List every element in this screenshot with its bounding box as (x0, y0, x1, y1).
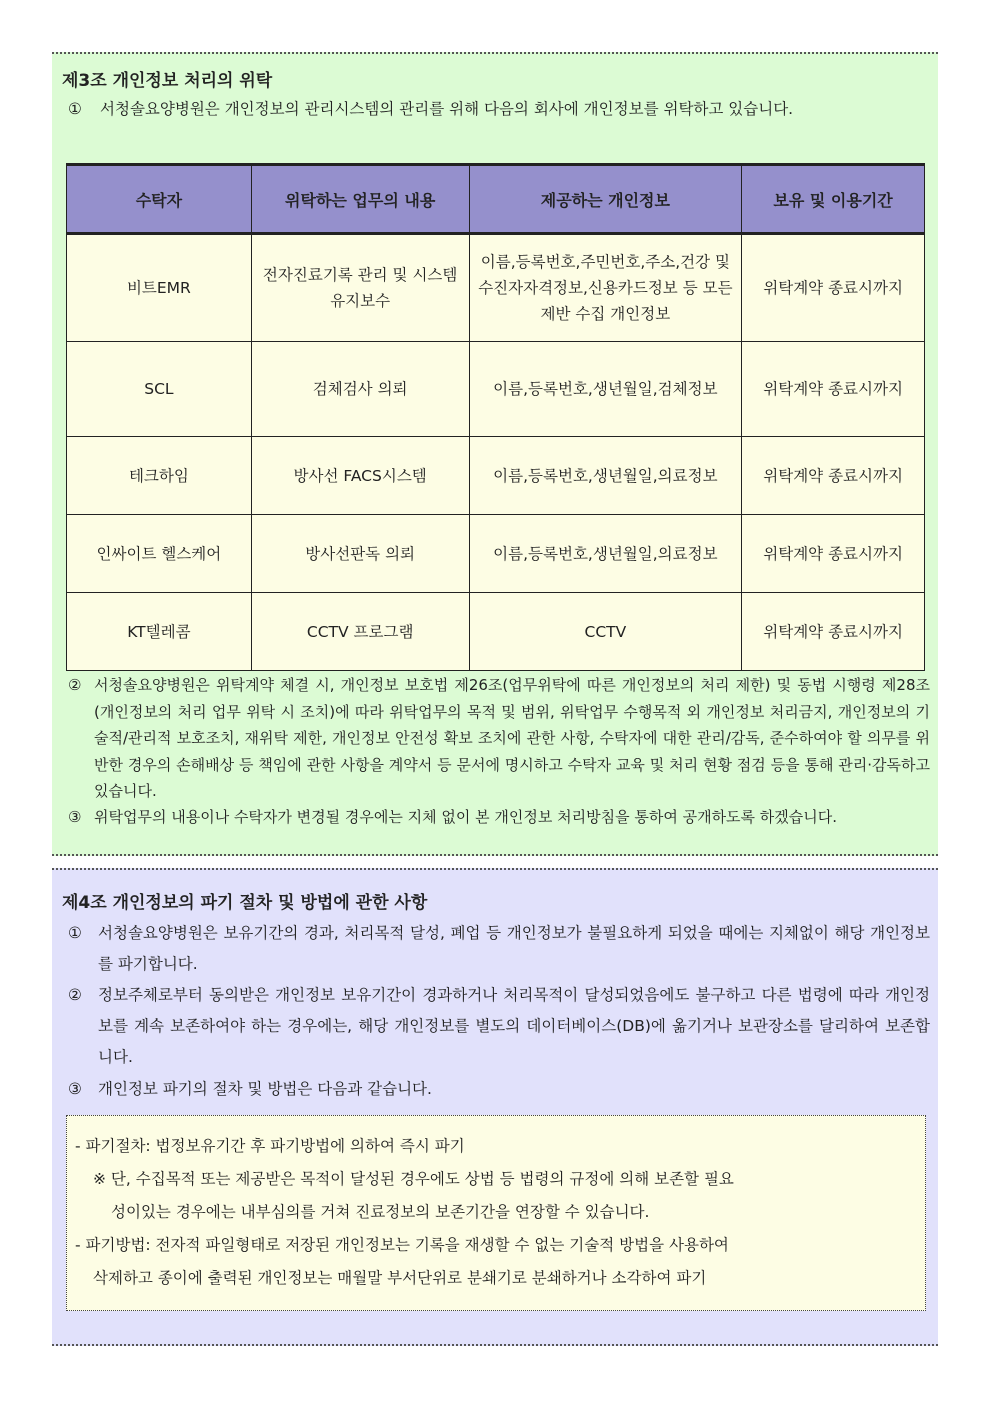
cell-task: 전자진료기록 관리 및 시스템 유지보수 (251, 234, 469, 342)
table-row (67, 437, 925, 515)
cell-period: 위탁계약 종료시까지 (742, 234, 925, 342)
section-3 (52, 52, 938, 856)
header-info: 제공하는 개인정보 (469, 165, 742, 234)
table-row (67, 515, 925, 593)
destruction-method-box (66, 1115, 926, 1311)
section-3-para-1 (68, 94, 930, 125)
cell-task: 방사선 FACS시스템 (251, 437, 469, 515)
consignment-table (66, 163, 925, 671)
cell-info: 이름,등록번호,생년월일,의료정보 (469, 515, 742, 593)
cell-task: 방사선판독 의뢰 (251, 515, 469, 593)
para-text: 서청솔요양병원은 위탁계약 체결 시, 개인정보 보호법 제26조(업무위탁에 따른 개인정보의 처리 제한) 및 동법 시행령 제28조(개인정보의 처리 업무 위탁 시 조치)에 따라 위탁업무의 목적 및 범위, 위탁업무 수행목적 외 개인정보 처리금지, 개인정보의 기술적/관리적 보호조치, 재위탁 제한, 개인정보 안전성 확보 조치에 관한 사항, 수탁자에 대한 관리/감독, 준수하여야 할 의무를 위반한 경우의 손해배상 등 책임에 관한 사항을 계약서 등 문서에 명시하고 수탁자 교육 및 처리 현황 점검 등을 통해 관리·감독하고 있습니다. (94, 676, 930, 800)
cell-trustee: 테크하임 (67, 437, 252, 515)
cell-task: CCTV 프로그램 (251, 593, 469, 671)
table-header-row (67, 165, 925, 234)
cell-info: 이름,등록번호,주민번호,주소,건강 및 수진자자격정보,신용카드정보 등 모든제반 수집 개인정보 (469, 234, 742, 342)
cell-info: 이름,등록번호,생년월일,의료정보 (469, 437, 742, 515)
header-trustee: 수탁자 (67, 165, 252, 234)
table-row (67, 234, 925, 342)
para-text: 서청솔요양병원은 보유기간의 경과, 처리목적 달성, 폐업 등 개인정보가 불필요하게 되었을 때에는 지체없이 해당 개인정보를 파기합니다. (98, 924, 930, 973)
section-4-para-3 (68, 1074, 930, 1105)
cell-period: 위탁계약 종료시까지 (742, 593, 925, 671)
section-4-para-1 (68, 918, 930, 980)
section-4-title: 제4조 개인정보의 파기 절차 및 방법에 관한 사항 (62, 893, 428, 913)
cell-task: 검체검사 의뢰 (251, 342, 469, 437)
cell-trustee: 비트EMR (67, 234, 252, 342)
section-3-para-2 (68, 672, 930, 805)
cell-trustee: SCL (67, 342, 252, 437)
section-4 (52, 868, 938, 1346)
cell-info: 이름,등록번호,생년월일,검체정보 (469, 342, 742, 437)
cell-trustee: 인싸이트 헬스케어 (67, 515, 252, 593)
para-number: ③ (68, 1080, 82, 1098)
para-text: 서청솔요양병원은 개인정보의 관리시스템의 관리를 위해 다음의 회사에 개인정보를 위탁하고 있습니다. (100, 100, 794, 118)
section-3-title: 제3조 개인정보 처리의 위탁 (62, 71, 273, 91)
para-number: ② (68, 676, 82, 694)
para-number: ③ (68, 808, 82, 826)
para-text: 개인정보 파기의 절차 및 방법은 다음과 같습니다. (98, 1080, 432, 1098)
header-task: 위탁하는 업무의 내용 (251, 165, 469, 234)
box-line-procedure: - 파기절차: 법정보유기간 후 파기방법에 의하여 즉시 파기 (75, 1137, 465, 1155)
box-line-note-cont: 성이있는 경우에는 내부심의를 거쳐 진료정보의 보존기간을 연장할 수 있습니다. (111, 1203, 650, 1221)
section-4-para-2 (68, 980, 930, 1073)
para-number: ① (68, 924, 82, 942)
box-line-method: - 파기방법: 전자적 파일형태로 저장된 개인정보는 기록을 재생할 수 없는 기술적 방법을 사용하여 (75, 1236, 729, 1254)
section-3-para-3 (68, 804, 930, 831)
para-number: ① (68, 100, 82, 118)
table-row (67, 593, 925, 671)
para-text: 정보주체로부터 동의받은 개인정보 보유기간이 경과하거나 처리목적이 달성되었음에도 불구하고 다른 법령에 따라 개인정보를 계속 보존하여야 하는 경우에는, 해당 개인정보를 별도의 데이터베이스(DB)에 옮기거나 보관장소를 달리하여 보존합니다. (98, 986, 930, 1066)
para-text: 위탁업무의 내용이나 수탁자가 변경될 경우에는 지체 없이 본 개인정보 처리방침을 통하여 공개하도록 하겠습니다. (94, 808, 838, 826)
box-line-note: ※ 단, 수집목적 또는 제공받은 목적이 달성된 경우에도 상법 등 법령의 규정에 의해 보존할 필요 (93, 1170, 734, 1188)
table-row (67, 342, 925, 437)
header-period: 보유 및 이용기간 (742, 165, 925, 234)
cell-info: CCTV (469, 593, 742, 671)
cell-period: 위탁계약 종료시까지 (742, 515, 925, 593)
cell-period: 위탁계약 종료시까지 (742, 437, 925, 515)
cell-period: 위탁계약 종료시까지 (742, 342, 925, 437)
cell-trustee: KT텔레콤 (67, 593, 252, 671)
box-line-method-cont: 삭제하고 종이에 출력된 개인정보는 매월말 부서단위로 분쇄기로 분쇄하거나 소각하여 파기 (93, 1269, 707, 1287)
para-number: ② (68, 986, 82, 1004)
